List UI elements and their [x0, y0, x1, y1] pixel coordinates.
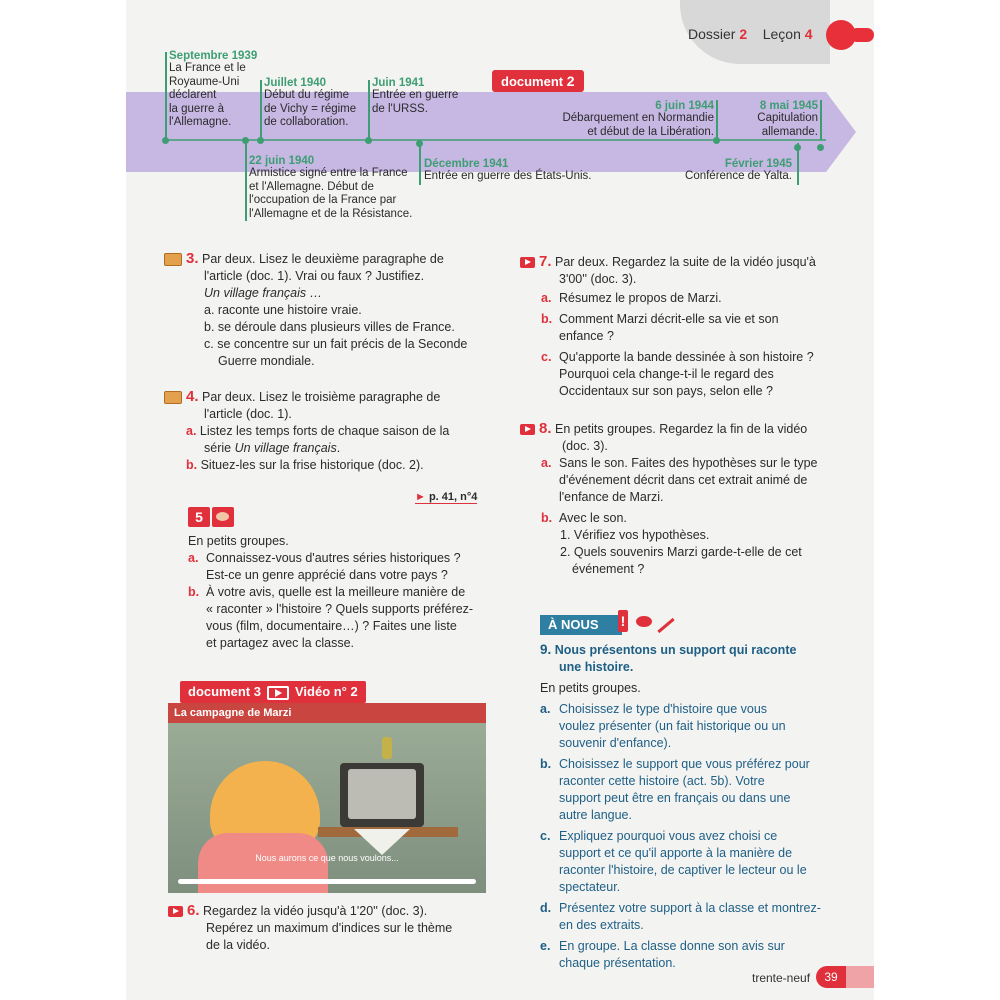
- decor-dot: [850, 28, 874, 42]
- a-nous-banner: À NOUS: [540, 615, 622, 635]
- event-juillet-1940: Juillet 1940 Début du régime de Vichy = régime de collaboration.: [264, 77, 357, 128]
- page-number-words: trente-neuf: [752, 971, 811, 985]
- girl-illustration-body: [198, 833, 328, 893]
- question-7: 7. Par deux. Regardez la suite de la vidéo jusqu'à 3'00'' (doc. 3). a. Résumez le propos de Marzi. b. Comment Marzi décrit-elle sa vie et son enfance ? c. Qu'apporte la bande dessinée à son histoire ? Pourquoi cela change-t-il le regard des Occidentaux sur son pays, selon elle ?: [520, 253, 840, 400]
- question-3: 3. Par deux. Lisez le deuxième paragraphe de l'article (doc. 1). Vrai ou faux ? Justifiez. Un village français … a. raconte une histoire vraie. b. se déroule dans plusieurs villes de France. c. se concentre sur un fait précis de la Seconde Guerre mondiale.: [164, 250, 484, 370]
- book-icon: [164, 391, 182, 404]
- event-dec-1941: Décembre 1941 Entrée en guerre des États-Unis.: [424, 158, 592, 182]
- event-sept-1939: Septembre 1939 La France et le Royaume-Uni déclarent la guerre à l'Allemagne.: [169, 50, 258, 128]
- event-fev-1945: Février 1945 Conférence de Yalta.: [685, 158, 792, 182]
- speech-icon: [212, 507, 234, 527]
- question-4: 4. Par deux. Lisez le troisième paragraphe de l'article (doc. 1). a. Listez les temps forts de chaque saison de la série Un village français. b. Situez-les sur la frise historique (doc. 2).: [164, 388, 484, 474]
- timeline-dot: [817, 144, 824, 151]
- exclamation-badge: !: [618, 610, 628, 632]
- video-icon: [168, 906, 183, 917]
- timeline-tick: [419, 143, 421, 185]
- speech-icon: [636, 616, 652, 627]
- timeline-dot: [713, 137, 720, 144]
- timeline-dot: [365, 137, 372, 144]
- video-icon: [267, 686, 289, 700]
- event-22-juin-1940: 22 juin 1940 Armistice signé entre la France et l'Allemagne. Début de l'occupation de la France par l'Allemagne et de la Résistance.: [249, 155, 413, 220]
- timeline-tick: [716, 100, 718, 140]
- timeline-tick: [368, 80, 370, 140]
- event-juin-1941: Juin 1941 Entrée en guerre de l'URSS.: [372, 77, 459, 115]
- timeline-dot: [242, 137, 249, 144]
- timeline-tick: [165, 52, 167, 140]
- question-6: 6. Regardez la vidéo jusqu'à 1'20'' (doc. 3). Repérez un maximum d'indices sur le thème de la vidéo.: [168, 902, 488, 954]
- timeline-dot: [794, 144, 801, 151]
- video-subtitle: Nous aurons ce que nous voulons...: [255, 853, 399, 863]
- video-icon: [520, 424, 535, 435]
- video-player[interactable]: [168, 703, 486, 893]
- timeline-dot: [257, 137, 264, 144]
- activity-5-badge: 5: [188, 507, 210, 527]
- tv-screen: [348, 769, 416, 819]
- timeline-tick: [260, 80, 262, 140]
- book-icon: [164, 253, 182, 266]
- question-8: 8. En petits groupes. Regardez la fin de la vidéo (doc. 3). a. Sans le son. Faites des hypothèses sur le type d'événement décrit dans cet extrait animé de l'enfance de Marzi. b. Avec le son. 1. Vérifiez vos hypothèses. 2. Quels souvenirs Marzi garde-t-elle de cet événement ?: [520, 420, 840, 578]
- document-3-tag: document 3 Vidéo n° 2: [180, 681, 366, 703]
- question-5: En petits groupes. a. Connaissez-vous d'autres séries historiques ? Est-ce un genre apprécié dans votre pays ? b. À votre avis, quelle est la meilleure manière de « raconter » l'histoire ? Quels supports préférez- vous (film, documentaire…) ? Faites une liste et partagez avec la classe.: [188, 534, 474, 650]
- event-8-mai-1945: 8 mai 1945 Capitulation allemande.: [757, 100, 818, 138]
- page-number-tab: [846, 966, 874, 988]
- timeline-tick: [245, 143, 247, 221]
- timeline-tick: [820, 100, 822, 140]
- video-icon: [520, 257, 535, 268]
- question-9: 9. Nous présentons un support qui raconte une histoire. En petits groupes. a. Choisissez le type d'histoire que vous voulez présenter (un fait historique ou un souvenir d'enfance). b. Choisissez le support que vous préférez pour raconter cette histoire (act. 5b). Votre support peut être en français ou dans une autre langue. c. Expliquez pourquoi vous avez choisi ce support et ce qu'il apporte à la manière de raconter l'histoire, de captiver le lecteur ou le spectateur. d. Présentez votre support à la classe et montrez- en des extraits. e. En groupe. La classe donne son avis sur chaque présentation.: [540, 642, 821, 970]
- vase-illustration: [382, 737, 392, 759]
- timeline-dot: [416, 140, 423, 147]
- video-progress-track[interactable]: [178, 879, 476, 884]
- document-2-tag: document 2: [492, 70, 584, 92]
- timeline-dot: [162, 137, 169, 144]
- header-dossier-lecon: Dossier 2 Leçon 4: [688, 26, 813, 42]
- exercise-reference[interactable]: ► p. 41, n°4: [415, 491, 478, 503]
- video-title: La campagne de Marzi: [168, 703, 486, 723]
- page-number: 39: [816, 966, 846, 988]
- event-6-juin-1944: 6 juin 1944 Débarquement en Normandie et début de la Libération.: [562, 100, 714, 138]
